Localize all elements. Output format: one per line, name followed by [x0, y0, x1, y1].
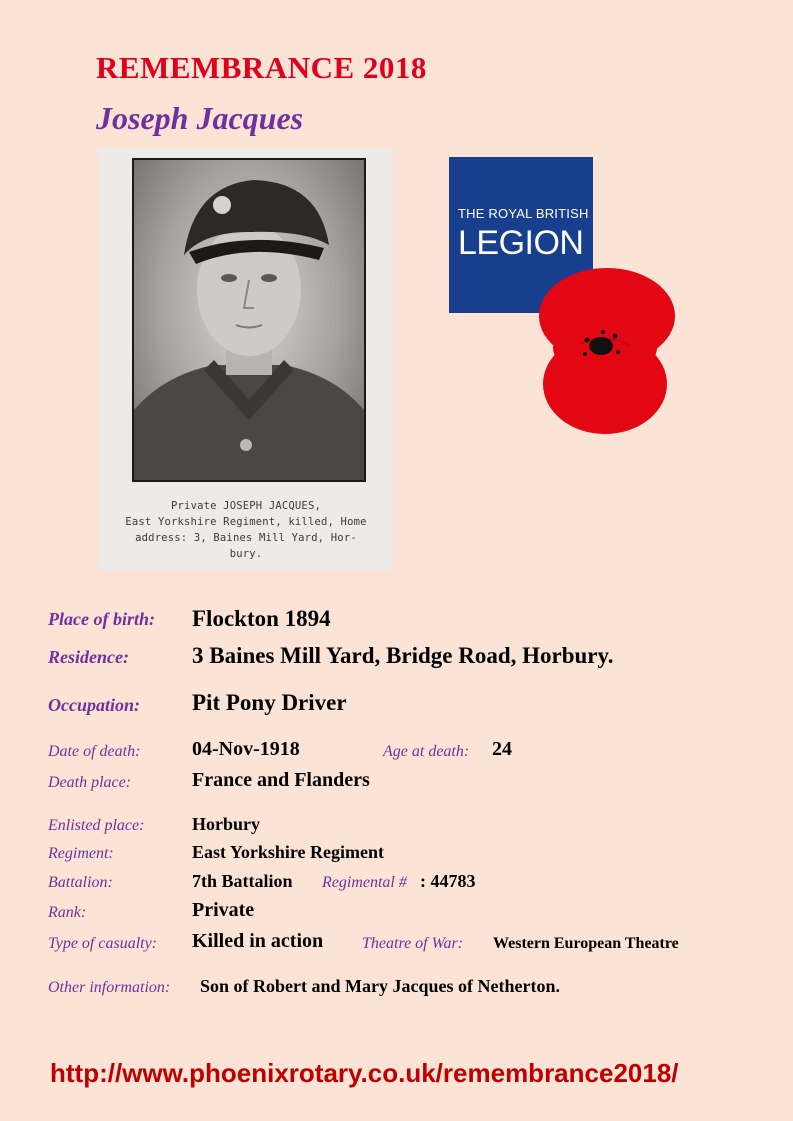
label-other-information: Other information: [48, 979, 171, 996]
label-regimental-number: Regimental # [322, 874, 407, 891]
logo-line-2: LEGION [458, 224, 584, 262]
label-age-at-death: Age at death: [383, 743, 470, 760]
label-rank: Rank: [48, 904, 87, 921]
label-battalion: Battalion: [48, 874, 113, 891]
label-regiment: Regiment: [48, 845, 114, 862]
value-type-of-casualty: Killed in action [192, 930, 324, 952]
label-occupation: Occupation: [48, 695, 140, 715]
value-regiment: East Yorkshire Regiment [192, 842, 384, 862]
label-type-of-casualty: Type of casualty: [48, 935, 158, 952]
value-date-of-death: 04-Nov-1918 [192, 738, 300, 760]
caption-line: East Yorkshire Regiment, killed, Home [125, 516, 367, 528]
value-enlisted-place: Horbury [192, 814, 261, 834]
caption-line: address: 3, Baines Mill Yard, Hor- [135, 532, 357, 544]
value-regimental-number: : 44783 [420, 871, 476, 891]
portrait-image [132, 158, 366, 482]
footer-url-link[interactable]: http://www.phoenixrotary.co.uk/remembrance2018/ [50, 1058, 679, 1088]
value-theatre-of-war: Western European Theatre [493, 935, 679, 952]
label-residence: Residence: [48, 647, 129, 667]
value-residence: 3 Baines Mill Yard, Bridge Road, Horbury. [192, 643, 614, 668]
value-other-information: Son of Robert and Mary Jacques of Netherton. [200, 976, 560, 996]
label-enlisted-place: Enlisted place: [48, 817, 145, 834]
label-theatre-of-war: Theatre of War: [362, 935, 464, 952]
page-title: REMEMBRANCE 2018 [96, 50, 427, 85]
label-place-of-birth: Place of birth: [48, 609, 155, 629]
caption-line: Private JOSEPH JACQUES, [171, 500, 321, 512]
photo-caption [102, 498, 390, 562]
poppy-icon [525, 266, 685, 436]
label-date-of-death: Date of death: [48, 743, 141, 760]
logo-line-1: THE ROYAL BRITISH [458, 206, 589, 221]
value-place-of-birth: Flockton 1894 [192, 606, 331, 631]
value-death-place: France and Flanders [192, 769, 370, 791]
caption-line: bury. [229, 548, 263, 560]
value-rank: Private [192, 899, 255, 921]
soldier-name: Joseph Jacques [96, 100, 304, 136]
value-age-at-death: 24 [492, 738, 512, 760]
value-occupation: Pit Pony Driver [192, 690, 347, 715]
value-battalion: 7th Battalion [192, 871, 293, 891]
label-death-place: Death place: [48, 774, 132, 791]
soldier-photo [98, 148, 393, 570]
